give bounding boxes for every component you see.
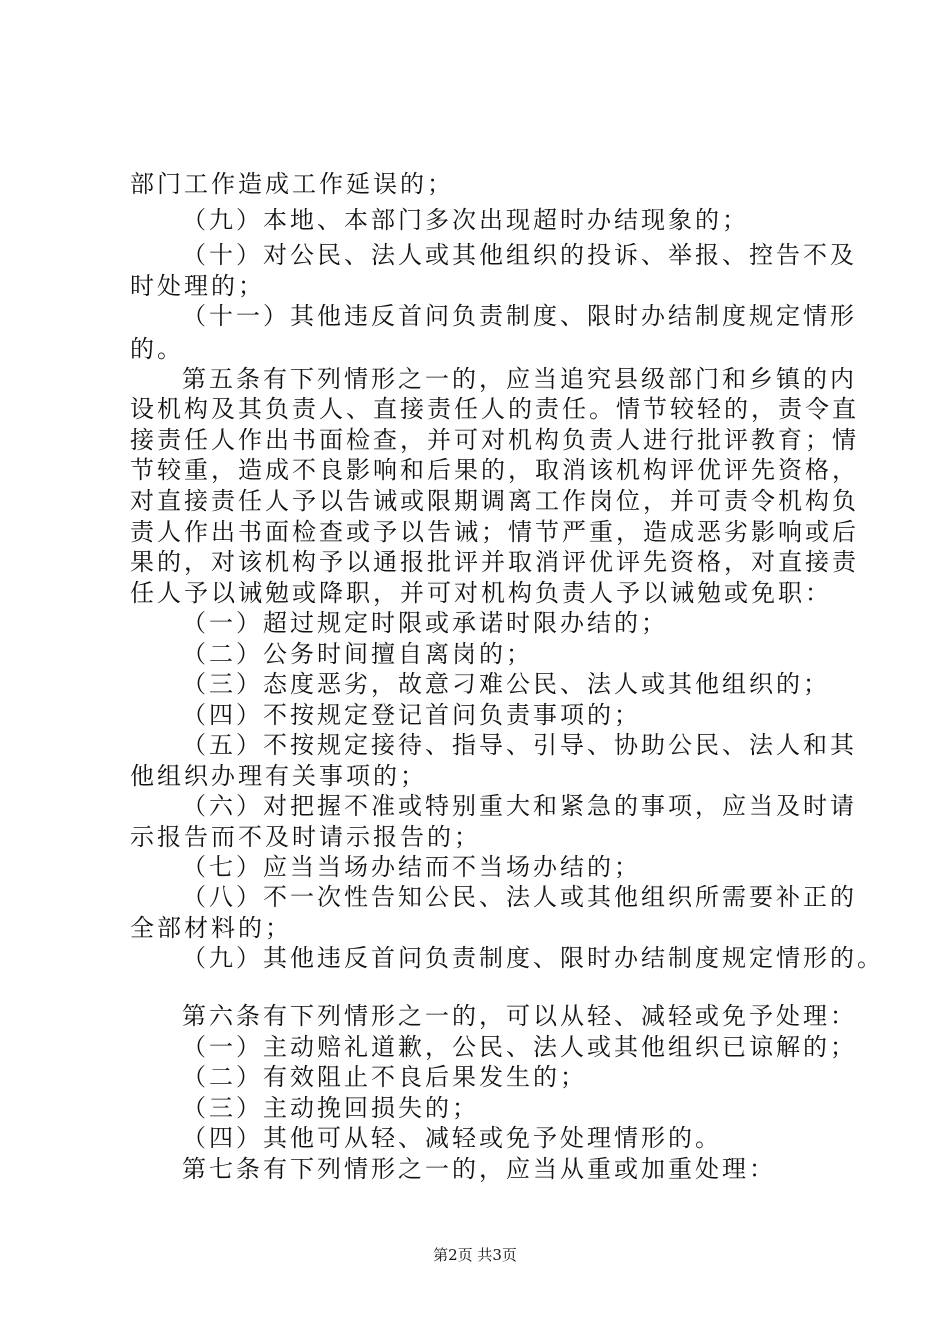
text-line: 的。 bbox=[130, 335, 184, 363]
text-line: 全部材料的； bbox=[130, 914, 292, 942]
text-line: 第六条有下列情形之一的，可以从轻、减轻或免予处理： bbox=[182, 1002, 857, 1030]
text-line: （十）对公民、法人或其他组织的投诉、举报、控告不及 bbox=[182, 241, 857, 269]
text-line: （四）其他可从轻、减轻或免予处理情形的。 bbox=[182, 1124, 722, 1152]
text-line: 时处理的； bbox=[130, 272, 265, 300]
text-line: 接责任人作出书面检查，并可对机构负责人进行批评教育；情 bbox=[130, 426, 859, 454]
text-line: 任人予以诫勉或降职，并可对机构负责人予以诫勉或免职： bbox=[130, 579, 832, 607]
text-line: （九）本地、本部门多次出现超时办结现象的； bbox=[182, 206, 749, 234]
text-line: 设机构及其负责人、直接责任人的责任。情节较轻的，责令直 bbox=[130, 395, 859, 423]
text-line: 部门工作造成工作延误的； bbox=[130, 170, 454, 198]
text-line: （一）超过规定时限或承诺时限办结的； bbox=[182, 609, 668, 637]
text-line: （二）有效阻止不良后果发生的； bbox=[182, 1063, 587, 1091]
text-line: （十一）其他违反首问负责制度、限时办结制度规定情形 bbox=[182, 302, 857, 330]
text-line: （一）主动赔礼道歉，公民、法人或其他组织已谅解的； bbox=[182, 1033, 857, 1061]
page-number-footer: 第2页 共3页 bbox=[433, 1246, 517, 1264]
text-line: （八）不一次性告知公民、法人或其他组织所需要补正的 bbox=[182, 883, 857, 911]
text-line: （三）态度恶劣，故意刁难公民、法人或其他组织的； bbox=[182, 670, 830, 698]
text-line: （六）对把握不准或特别重大和紧急的事项，应当及时请 bbox=[182, 792, 857, 820]
text-line: （三）主动挽回损失的； bbox=[182, 1094, 479, 1122]
text-line: 果的，对该机构予以通报批评并取消评优评先资格，对直接责 bbox=[130, 548, 859, 576]
text-line: 第五条有下列情形之一的，应当追究县级部门和乡镇的内 bbox=[182, 365, 857, 393]
text-line: 节较重，造成不良影响和后果的，取消该机构评优评先资格， bbox=[130, 456, 859, 484]
text-line: 示报告而不及时请示报告的； bbox=[130, 823, 481, 851]
text-line: （五）不按规定接待、指导、引导、协助公民、法人和其 bbox=[182, 731, 857, 759]
text-line: （二）公务时间擅自离岗的； bbox=[182, 640, 533, 668]
text-line: 第七条有下列情形之一的，应当从重或加重处理： bbox=[182, 1155, 776, 1183]
text-line: （九）其他违反首问负责制度、限时办结制度规定情形的。 bbox=[182, 944, 884, 972]
text-line: （七）应当当场办结而不当场办结的； bbox=[182, 853, 641, 881]
text-line: 责人作出书面检查或予以告诫；情节严重，造成恶劣影响或后 bbox=[130, 518, 859, 546]
text-line: 对直接责任人予以告诫或限期调离工作岗位，并可责令机构负 bbox=[130, 487, 859, 515]
text-line: 他组织办理有关事项的； bbox=[130, 762, 427, 790]
text-line: （四）不按规定登记首问负责事项的； bbox=[182, 701, 641, 729]
